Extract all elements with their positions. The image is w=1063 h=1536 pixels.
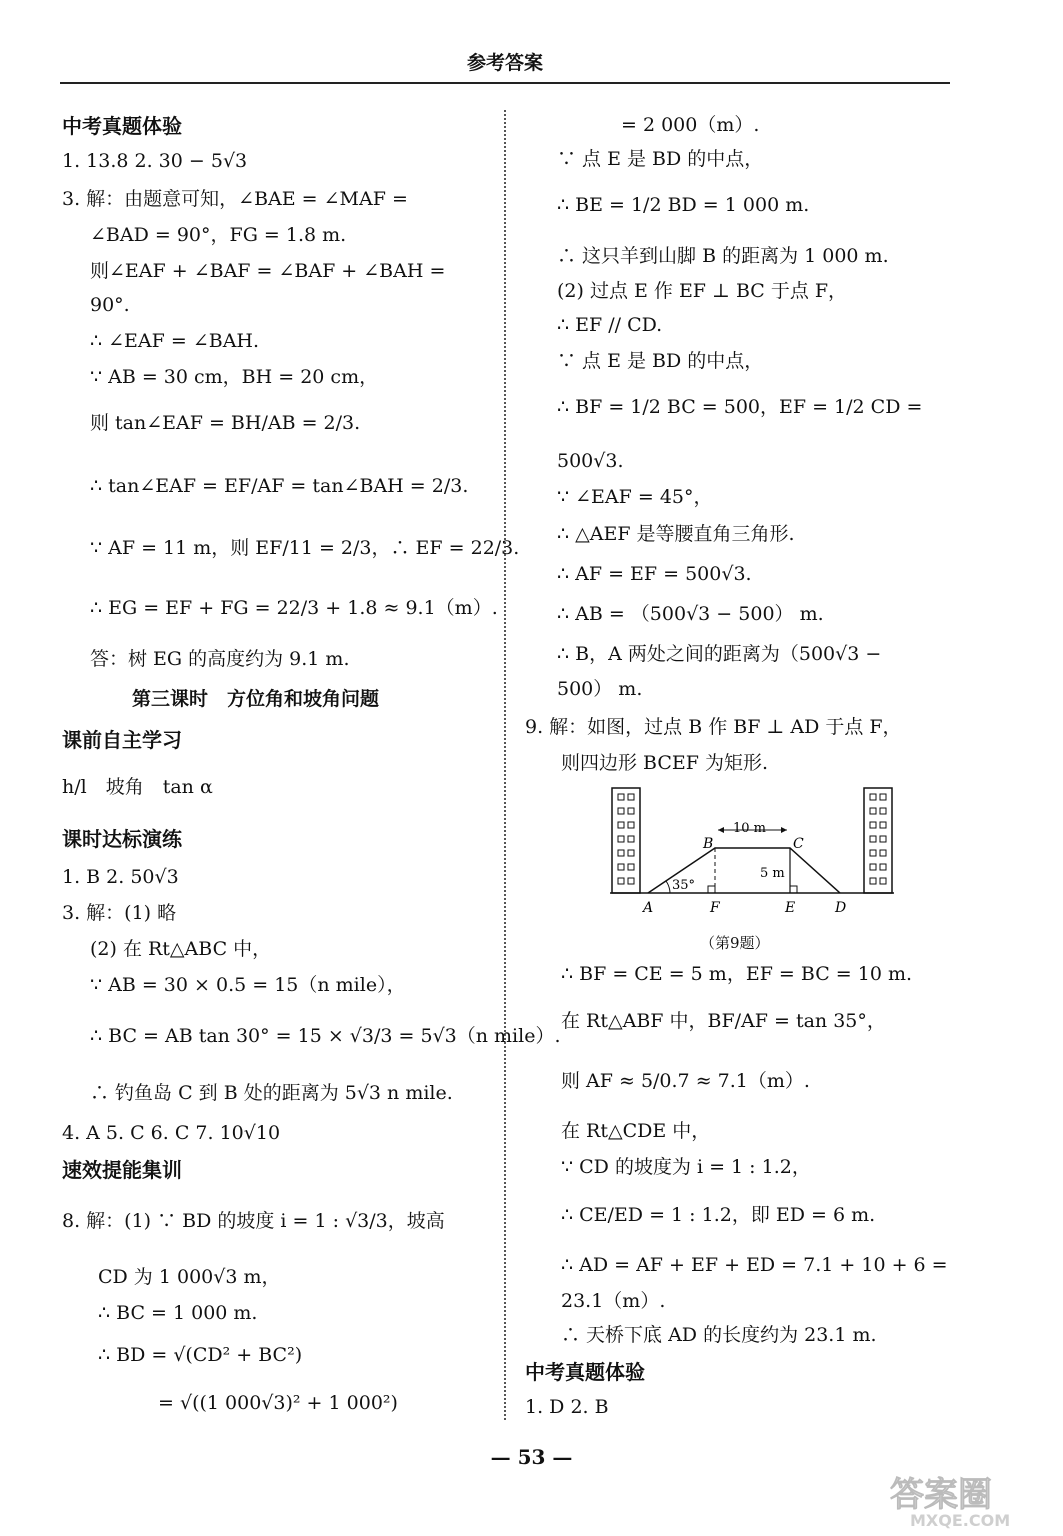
left-line-5: 90°.	[90, 294, 130, 316]
left-line-15: h/l 坡角 tan α	[62, 776, 213, 798]
right-line-9: ∵ ∠EAF = 45°，	[557, 486, 713, 508]
right-line-3: ∴ 这只羊到山脚 B 的距离为 1 000 m.	[557, 245, 889, 267]
left-line-17: 1. B 2. 50√3	[62, 866, 179, 888]
right-line-26: 中考真题体验	[525, 1360, 645, 1384]
right-line-7: ∴ BF = 1/2 BC = 500，EF = 1/2 CD =	[557, 396, 923, 418]
left-line-27: ∴ BC = 1 000 m.	[98, 1302, 258, 1324]
label-angle: 35°	[672, 878, 696, 893]
left-line-19: (2) 在 Rt△ABC 中，	[90, 938, 272, 960]
right-line-17: ∴ BF = CE = 5 m，EF = BC = 10 m.	[561, 963, 912, 985]
left-line-21: ∴ BC = AB tan 30° = 15 × √3/3 = 5√3（n mile）.	[90, 1025, 561, 1047]
right-line-23: ∴ AD = AF + EF + ED = 7.1 + 10 + 6 =	[561, 1254, 948, 1276]
label-top-dim: 10 m	[733, 821, 767, 836]
left-line-14: 课前自主学习	[62, 728, 182, 752]
right-line-12: ∴ AB = （500√3 − 500） m.	[557, 603, 824, 625]
left-line-10: ∵ AF = 11 m，则 EF/11 = 2/3，∴ EF = 22/3.	[90, 537, 520, 559]
left-line-16: 课时达标演练	[62, 827, 182, 851]
right-line-27: 1. D 2. B	[525, 1396, 609, 1418]
left-line-1: 1. 13.8 2. 30 − 5√3	[62, 150, 248, 172]
figure-caption: （第9题）	[700, 934, 770, 952]
left-line-23: 4. A 5. C 6. C 7. 10√10	[62, 1122, 281, 1144]
right-line-8: 500√3.	[557, 450, 624, 472]
left-building	[612, 788, 640, 893]
right-line-20: 在 Rt△CDE 中，	[561, 1120, 711, 1142]
page-number: — 53 —	[490, 1445, 573, 1469]
left-line-12: 答：树 EG 的高度约为 9.1 m.	[90, 648, 350, 670]
left-line-20: ∵ AB = 30 × 0.5 = 15（n mile），	[90, 974, 406, 996]
left-line-7: ∵ AB = 30 cm，BH = 20 cm，	[90, 366, 379, 388]
left-line-0: 中考真题体验	[62, 114, 182, 138]
right-line-21: ∵ CD 的坡度为 i = 1 : 1.2，	[561, 1156, 811, 1178]
left-line-6: ∴ ∠EAF = ∠BAH.	[90, 330, 260, 352]
left-line-22: ∴ 钓鱼岛 C 到 B 处的距离为 5√3 n mile.	[90, 1082, 453, 1104]
right-line-10: ∴ △AEF 是等腰直角三角形.	[557, 523, 795, 545]
watermark-sub: MXQE.COM	[910, 1511, 1011, 1530]
right-line-11: ∴ AF = EF = 500√3.	[557, 563, 752, 585]
right-building	[864, 788, 892, 893]
label-A: A	[643, 900, 654, 916]
right-line-4: (2) 过点 E 作 EF ⊥ BC 于点 F，	[557, 280, 848, 302]
left-line-28: ∴ BD = √(CD² + BC²)	[98, 1344, 303, 1366]
label-C: C	[793, 836, 804, 852]
column-divider	[504, 110, 506, 1420]
right-line-24: 23.1（m）.	[561, 1290, 666, 1312]
watermark-text: 答案圈	[890, 1475, 992, 1515]
left-line-3: ∠BAD = 90°，FG = 1.8 m.	[90, 224, 347, 246]
left-line-9: ∴ tan∠EAF = EF/AF = tan∠BAH = 2/3.	[90, 475, 469, 497]
left-line-8: 则 tan∠EAF = BH/AB = 2/3.	[90, 412, 361, 434]
right-line-0: = 2 000（m）.	[621, 114, 760, 136]
right-line-19: 则 AF ≈ 5/0.7 ≈ 7.1（m）.	[561, 1070, 810, 1092]
right-line-13: ∴ B，A 两处之间的距离为（500√3 −	[557, 643, 882, 665]
left-line-11: ∴ EG = EF + FG = 22/3 + 1.8 ≈ 9.1（m）.	[90, 597, 498, 619]
right-line-15: 9. 解：如图，过点 B 作 BF ⊥ AD 于点 F，	[525, 716, 902, 738]
right-line-22: ∴ CE/ED = 1 : 1.2，即 ED = 6 m.	[561, 1204, 876, 1226]
problem-9-figure	[600, 780, 900, 950]
left-line-18: 3. 解：(1) 略	[62, 902, 177, 924]
label-height: 5 m	[760, 866, 785, 881]
left-line-4: 则∠EAF + ∠BAF = ∠BAF + ∠BAH =	[90, 260, 446, 282]
label-B: B	[703, 836, 714, 852]
right-line-2: ∴ BE = 1/2 BD = 1 000 m.	[557, 194, 810, 216]
page-header-title: 参考答案	[466, 52, 543, 74]
left-line-24: 速效提能集训	[62, 1158, 182, 1182]
right-line-18: 在 Rt△ABF 中，BF/AF = tan 35°，	[561, 1010, 886, 1032]
label-D: D	[835, 900, 847, 916]
right-line-1: ∵ 点 E 是 BD 的中点，	[557, 148, 764, 170]
right-line-5: ∴ EF // CD.	[557, 314, 663, 336]
label-E: E	[785, 900, 796, 916]
right-line-16: 则四边形 BCEF 为矩形.	[561, 752, 769, 774]
right-line-25: ∴ 天桥下底 AD 的长度约为 23.1 m.	[561, 1324, 877, 1346]
left-line-26: CD 为 1 000√3 m，	[98, 1266, 281, 1288]
header-rule	[60, 82, 950, 84]
right-line-6: ∵ 点 E 是 BD 的中点，	[557, 350, 764, 372]
right-line-14: 500） m.	[557, 678, 643, 700]
left-line-13: 第三课时 方位角和坡角问题	[132, 688, 380, 710]
left-line-29: = √((1 000√3)² + 1 000²)	[158, 1392, 398, 1414]
watermark-logo	[880, 1470, 1050, 1530]
left-line-25: 8. 解：(1) ∵ BD 的坡度 i = 1 : √3/3，坡高	[62, 1210, 445, 1232]
label-F: F	[710, 900, 720, 916]
left-line-2: 3. 解：由题意可知，∠BAE = ∠MAF =	[62, 188, 408, 210]
